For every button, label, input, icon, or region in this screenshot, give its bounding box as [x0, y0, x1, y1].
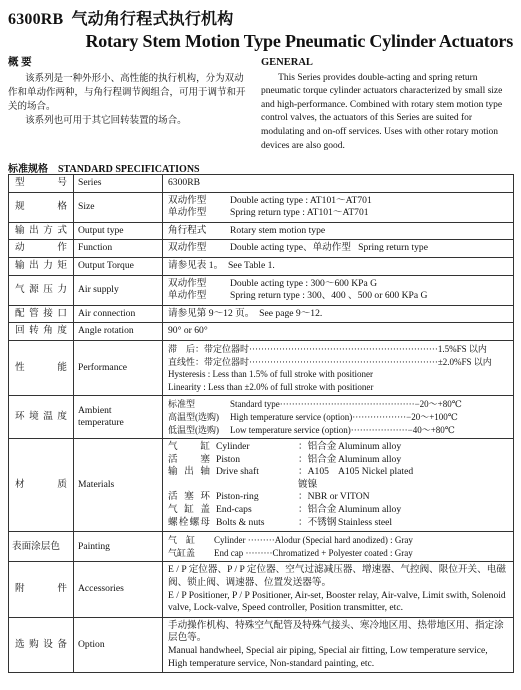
- air-single: Spring return type : 300、400 、500 or 600 KPa G: [230, 290, 428, 302]
- table-row: [9, 222, 514, 240]
- row-label-en: Accessories: [74, 562, 163, 617]
- mat-material-cn: ：A105 镀镍: [298, 466, 329, 490]
- accessories-cn: E / P 定位器、P / P 定位器、空气过滤减压器、增速器、气控阀、限位开关、电磁阀、锁止阀、调速器、位置发送器等。: [168, 564, 506, 589]
- torque-en: See Table 1.: [227, 259, 275, 271]
- row-label-en: Angle rotation: [74, 323, 163, 341]
- spec-table: [8, 174, 514, 673]
- mat-part-en: Drive shaft: [216, 466, 259, 478]
- size-single-cn: 单动作型: [168, 207, 207, 219]
- row-label-en: Painting: [74, 532, 163, 562]
- mat-part-cn: 输出轴: [168, 466, 210, 478]
- size-double: Double acting type : AT101～AT701: [230, 194, 372, 206]
- row-label-cn: 表面涂层色: [9, 532, 74, 562]
- paint-cylinder: Cylinder ·········Alodur (Special hard anodized) : Gray: [214, 535, 413, 546]
- temp-high: High temperature service (option)··················−20～+100℃: [230, 411, 458, 422]
- title-cn-line: [8, 6, 513, 29]
- row-label-cn: 回转角度: [9, 323, 74, 341]
- title-en: Rotary Stem Motion Type Pneumatic Cylinder Actuators: [85, 31, 513, 51]
- option-en: Manual handwheel, Special air piping, Special air fitting, Low temperature service, High temperature service, Non-standard painting, etc.: [168, 645, 488, 669]
- row-value: [163, 562, 514, 617]
- mat-material-cn: ：NBR or VITON: [298, 491, 370, 503]
- row-value: [163, 617, 514, 672]
- row-label-en: Size: [74, 192, 163, 222]
- mat-part-en: Piston: [216, 453, 240, 465]
- torque-cn: 请参见表 1。: [168, 259, 224, 271]
- table-row: [9, 532, 514, 562]
- table-row: [9, 192, 514, 222]
- row-label-cn: 规 格: [9, 192, 74, 222]
- row-value: 90° or 60°: [163, 323, 514, 341]
- materials-grid: [168, 441, 508, 529]
- temp-low: Low temperature service (option)···················−40～+80℃: [230, 424, 455, 435]
- row-label-cn: 选购设备: [9, 617, 74, 672]
- row-label-en: Function: [74, 240, 163, 258]
- row-label-en: Performance: [74, 340, 163, 395]
- table-row: [9, 562, 514, 617]
- mat-material-cn: ：铝合金: [298, 441, 337, 453]
- table-row: [9, 240, 514, 258]
- row-label-cn: 性 能: [9, 340, 74, 395]
- mat-part-en: Cylinder: [216, 441, 250, 453]
- size-double-cn: 双动作型: [168, 194, 207, 206]
- function-single-cn: 、单动作型: [303, 242, 351, 254]
- row-value: [163, 222, 514, 240]
- row-label-cn: 配管接口: [9, 305, 74, 323]
- row-value: [163, 396, 514, 439]
- spec-heading-cn: 标准规格: [8, 164, 48, 175]
- perf-linearity-en: Linearity : Less than ±2.0% of full stroke with positioner: [168, 381, 374, 392]
- mat-part-cn: 气 缸: [168, 441, 210, 453]
- mat-material-en: Aluminum alloy: [338, 453, 402, 465]
- temp-standard-cn: 标准型: [168, 399, 196, 410]
- row-label-en: Ambient temperature: [74, 396, 163, 439]
- intro-cn-para-2: 该系列也可用于其它回转装置的场合。: [25, 116, 187, 126]
- row-label-cn: 气源压力: [9, 275, 74, 305]
- row-label-cn: 输出力矩: [9, 257, 74, 275]
- air-double-cn: 双动作型: [168, 277, 207, 289]
- mat-part-en: Piston-ring: [216, 491, 259, 503]
- intro-cn-heading: 概 要: [8, 57, 32, 68]
- row-label-en: Output Torque: [74, 257, 163, 275]
- perf-hysteresis-en: Hysteresis : Less than 1.5% of full stroke with positioner: [168, 369, 373, 380]
- row-label-cn: 材 质: [9, 439, 74, 532]
- row-value: [163, 275, 514, 305]
- intro-cn-para-1: 该系列是一种外形小、高性能的执行机构，分为双动作和单动作两种，与角行程调节阀组合，可用于调节和开关的场合。: [8, 74, 246, 112]
- spec-heading-en: STANDARD SPECIFICATIONS: [58, 164, 200, 175]
- mat-part-cn: 活塞环: [168, 491, 210, 503]
- row-value: [163, 340, 514, 395]
- row-label-cn: 型 号: [9, 175, 74, 193]
- air-single-cn: 单动作型: [168, 290, 207, 302]
- mat-part-cn: 螺栓螺母: [168, 516, 210, 528]
- row-value: [163, 240, 514, 258]
- table-row: [9, 396, 514, 439]
- air-double: Double acting type : 300～600 KPa G: [230, 277, 378, 289]
- paint-endcap: End cap ·········Chromatized + Polyester coated : Gray: [214, 547, 413, 558]
- row-label-en: Output type: [74, 222, 163, 240]
- accessories-en: E / P Positioner, P / P Positioner, Air-set, Booster relay, Air-valve, Limit swith, Solenoid valve, Lock-valve, Speed controller, Position transmitter, etc.: [168, 589, 506, 614]
- row-label-en: Materials: [74, 439, 163, 532]
- mat-material-cn: ：铝合金: [298, 504, 337, 516]
- row-label-en: Air connection: [74, 305, 163, 323]
- mat-material-cn: ：铝合金: [298, 453, 337, 465]
- perf-hysteresis-cn: 滞 后：带定位器时·······························································1.5%FS 以内: [168, 343, 487, 354]
- intro-en-para: This Series provides double-acting and spring return pneumatic torque cylinder actuators characterized by small size and high-performance. Combined with rotary stem motion type control valves, the actuators of this Series are suited for modulating and on-off services. Uses with other rotary motion devices are also good.: [261, 72, 503, 151]
- mat-material-en: Aluminum alloy: [338, 441, 402, 453]
- row-value: [163, 192, 514, 222]
- temp-standard: Standard type·············································−20～+80℃: [230, 399, 462, 410]
- conn-en: See page 9～12.: [259, 307, 323, 319]
- perf-linearity-cn: 直线性：带定位器时·······························································±2.0%FS 以内: [168, 356, 492, 367]
- table-row: [9, 257, 514, 275]
- mat-part-cn: 活 塞: [168, 453, 210, 465]
- intro-cn: [8, 56, 253, 153]
- table-row: [9, 439, 514, 532]
- mat-part-en: Bolts & nuts: [216, 516, 265, 528]
- size-single: Spring return type : AT101～AT701: [230, 207, 369, 219]
- output-type-en: Rotary stem motion type: [230, 224, 326, 236]
- output-type-cn: 角行程式: [168, 224, 207, 236]
- row-value: [163, 439, 514, 532]
- intro-en: [253, 56, 513, 153]
- row-label-cn: 输出方式: [9, 222, 74, 240]
- table-row: [9, 323, 514, 341]
- mat-material-en: A105 Nickel plated: [338, 466, 414, 478]
- table-row: [9, 617, 514, 672]
- function-double: Double acting type: [230, 242, 303, 254]
- paint-endcap-cn: 气缸盖: [168, 547, 196, 558]
- intro-section: [8, 56, 513, 153]
- row-label-en: Series: [74, 175, 163, 193]
- conn-cn: 请参见第 9～12 页。: [168, 307, 255, 319]
- spec-heading: [8, 160, 200, 175]
- mat-material-en: Stainless steel: [338, 516, 393, 528]
- model-number: 6300RB: [8, 11, 64, 28]
- page-header: [8, 6, 513, 52]
- function-double-cn: 双动作型: [168, 242, 207, 254]
- row-value: [163, 257, 514, 275]
- table-row: [9, 340, 514, 395]
- row-label-cn: 附 件: [9, 562, 74, 617]
- row-label-en: Option: [74, 617, 163, 672]
- mat-material-cn: ：不锈钢: [298, 516, 337, 528]
- table-row: [9, 305, 514, 323]
- row-label-en: Air supply: [74, 275, 163, 305]
- table-row: [9, 175, 514, 193]
- table-row: [9, 275, 514, 305]
- row-value: [163, 305, 514, 323]
- temp-high-cn: 高温型(选购): [168, 411, 219, 422]
- row-label-cn: 环境温度: [9, 396, 74, 439]
- row-value: [163, 532, 514, 562]
- title-cn: 气动角行程式执行机构: [71, 11, 234, 28]
- function-single: Spring return type: [358, 242, 428, 254]
- option-cn: 手动操作机构、特殊空气配管及特殊气接头、寒冷地区用、热带地区用、指定涂层色等。: [168, 619, 504, 644]
- mat-part-en: End-caps: [216, 504, 252, 516]
- row-label-cn: 动 作: [9, 240, 74, 258]
- mat-part-cn: 气缸盖: [168, 504, 210, 516]
- temp-low-cn: 低温型(选购): [168, 424, 219, 435]
- paint-cylinder-cn: 气 缸: [168, 535, 196, 546]
- mat-material-en: Aluminum alloy: [338, 504, 402, 516]
- intro-en-heading: GENERAL: [261, 57, 313, 68]
- row-value: 6300RB: [163, 175, 514, 193]
